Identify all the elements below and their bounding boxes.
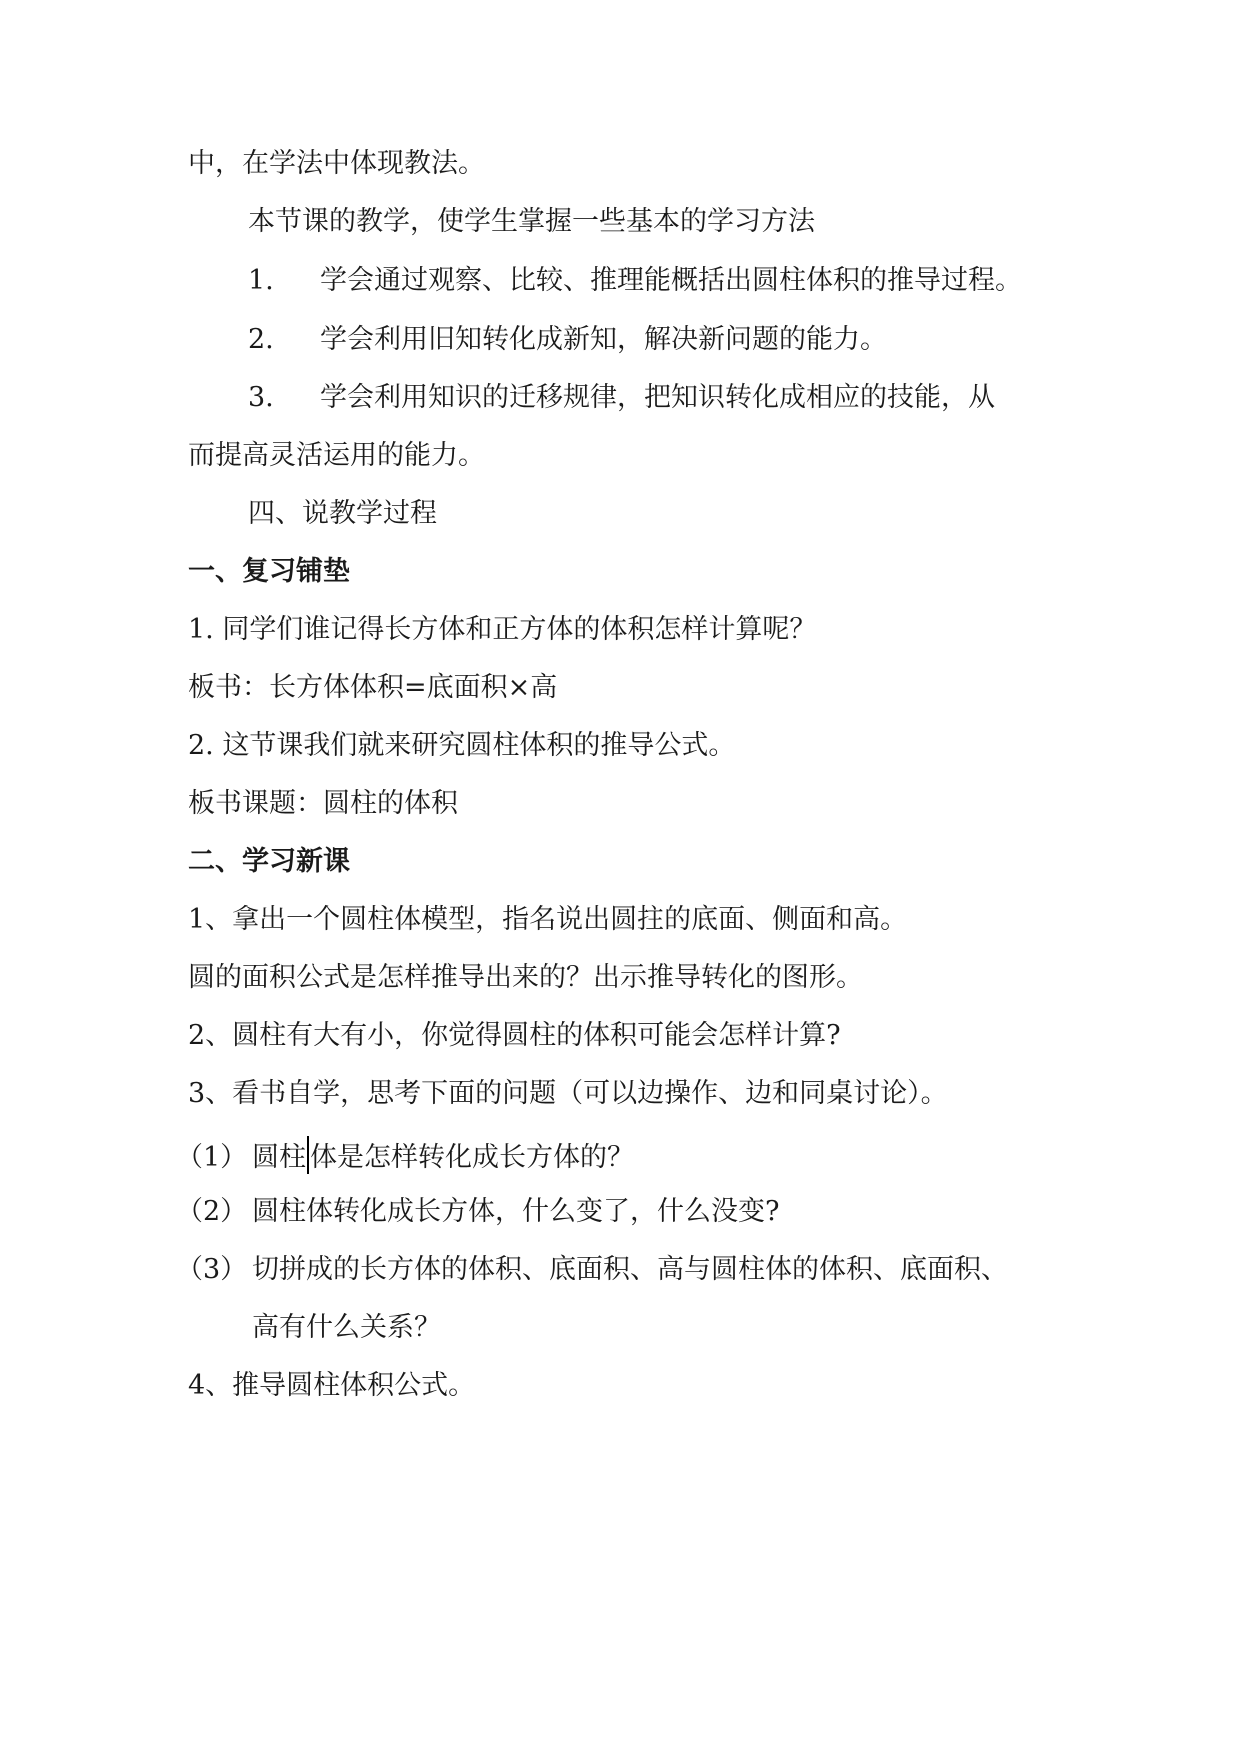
question-item-3: [176, 1252, 1008, 1288]
text-cursor: [307, 1136, 309, 1174]
lesson-step-1-detail: 圆的面积公式是怎样推导出来的？出示推导转化的图形。: [188, 962, 863, 993]
paragraph-continuation: 中，在学法中体现教法。: [188, 148, 485, 179]
question-number: （3）: [176, 1254, 248, 1285]
method-text: 学会利用旧知转化成新知，解决新问题的能力。: [320, 324, 887, 355]
method-item-1: [248, 263, 1022, 299]
question-number: （2）: [176, 1196, 248, 1227]
method-number: 2.: [248, 324, 274, 355]
heading-new-lesson: 二、学习新课: [188, 846, 350, 877]
method-item-3: [248, 380, 995, 416]
method-number: 3.: [248, 382, 274, 413]
method-text: 学会利用知识的迁移规律，把知识转化成相应的技能，从: [320, 382, 995, 413]
method-item-3-continuation: 而提高灵活运用的能力。: [188, 440, 485, 471]
question-item-3-continuation: 高有什么关系？: [252, 1312, 441, 1343]
question-text: 圆柱体转化成长方体，什么变了，什么没变?: [252, 1196, 780, 1227]
question-text: 切拼成的长方体的体积、底面积、高与圆柱体的体积、底面积、: [252, 1254, 1008, 1285]
review-question-2: 2. 这节课我们就来研究圆柱体积的推导公式。: [188, 730, 736, 761]
question-number: （1）: [176, 1142, 248, 1173]
lesson-step-1: 1、拿出一个圆柱体模型，指名说出圆拄的底面、侧面和高。: [188, 904, 908, 935]
question-item-2: [176, 1194, 779, 1230]
heading-review: 一、复习铺垫: [188, 556, 350, 587]
method-text: 学会通过观察、比较、推理能概括出圆柱体积的推导过程。: [320, 265, 1022, 296]
method-number: 1.: [248, 265, 274, 296]
question-item-1: [176, 1136, 634, 1176]
lesson-step-2: 2、圆柱有大有小，你觉得圆柱的体积可能会怎样计算?: [188, 1020, 841, 1051]
question-text-part: 圆柱: [252, 1142, 306, 1173]
question-text-part: 体是怎样转化成长方体的？: [310, 1142, 634, 1173]
lesson-step-3: 3、看书自学，思考下面的问题（可以边操作、边和同桌讨论）。: [188, 1078, 948, 1109]
blackboard-note-1: 板书：长方体体积=底面积×高: [188, 672, 558, 703]
review-question-1: 1. 同学们谁记得长方体和正方体的体积怎样计算呢？: [188, 614, 817, 645]
lesson-step-4: 4、推导圆柱体积公式。: [188, 1370, 476, 1401]
section-heading-teaching-process: 四、说教学过程: [248, 498, 437, 529]
paragraph-learning-methods: 本节课的教学，使学生掌握一些基本的学习方法: [248, 206, 815, 237]
method-item-2: [248, 322, 887, 358]
blackboard-title: 板书课题：圆柱的体积: [188, 788, 458, 819]
